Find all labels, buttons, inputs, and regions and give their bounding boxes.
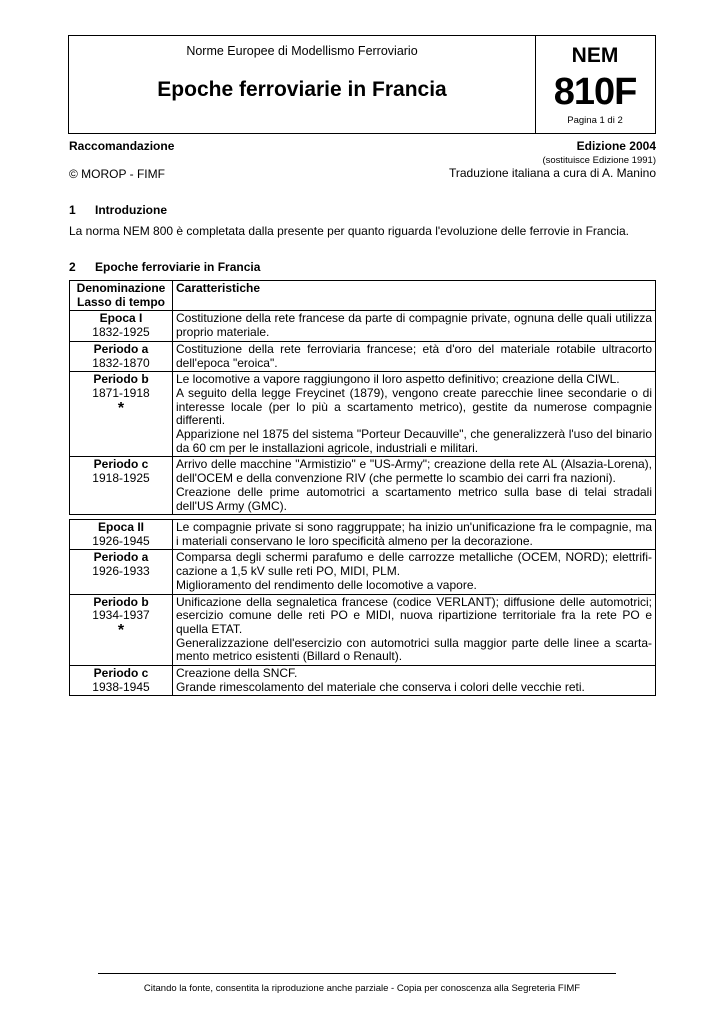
norm-code: 810F [553, 71, 637, 113]
period-years: 1938-1945 [92, 679, 150, 694]
characteristics-cell [173, 666, 656, 696]
period-name: Epoca II [97, 520, 144, 534]
characteristics-text: Apparizione nel 1875 del sistema "Porteur Decauville", che generalizzerà l'uso del binario da 60 cm per le installazioni agricole, industriali e militari. [176, 427, 652, 455]
section-2-title: Epoche ferroviarie in Francia [95, 260, 261, 274]
period-star-mark: * [117, 399, 125, 417]
period-name: Periodo a [93, 550, 149, 565]
period-name: Periodo c [93, 666, 149, 681]
period-name: Periodo b [93, 372, 149, 387]
period-years: 1926-1945 [92, 533, 150, 548]
period-years: 1926-1933 [92, 564, 150, 579]
table-row [70, 550, 656, 594]
document-title: Epoche ferroviarie in Francia [157, 78, 447, 101]
characteristics-text: Le locomotive a vapore raggiungono il loro aspetto definitivo; creazione della CIWL. [176, 372, 620, 387]
characteristics-text: Grande rimescolamento del materiale che conserva i colori delle vecchie reti. [176, 679, 585, 694]
characteristics-text: Costituzione della rete ferroviaria francese; età d'oro del materiale rotabile ultracorto dell'epoca "eroica". [176, 341, 652, 370]
nem-label: NEM [571, 44, 619, 67]
characteristics-cell [173, 520, 656, 550]
footer-text: Citando la fonte, consentita la riproduzione anche parziale - Copia per conoscenza alla Segreteria FIMF [143, 983, 581, 994]
footer-divider [98, 973, 616, 974]
characteristics-cell [173, 594, 656, 666]
header-subtitle: Norme Europee di Modellismo Ferroviario [186, 44, 418, 58]
section-1-text: La norma NEM 800 è completata dalla presente per quanto riguarda l'evoluzione delle ferrovie in Francia. [69, 224, 629, 238]
period-name: Periodo a [93, 341, 149, 356]
table-row [70, 341, 656, 371]
section-1-title: Introduzione [95, 203, 167, 217]
characteristics-text: Creazione delle prime automotrici a scartamento metrico sulla base di telai stradali dell'US Army (GMC). [176, 484, 652, 513]
header-title-box [69, 36, 536, 133]
table-row [70, 457, 656, 515]
characteristics-text: Costituzione della rete francese da parte di compagnie private, ognuna delle quali utilizza proprio materiale. [176, 311, 652, 340]
characteristics-text: Unificazione della segnaletica francese (codice VERLANT); diffusione delle automotrici; esercizio comune delle reti PO e MIDI, nuova ripartizione territoriale fra la rete PO e quella ETAT. [176, 594, 652, 636]
period-cell [70, 594, 173, 666]
characteristics-text: Generalizzazione dell'esercizio con automotrici sulla maggior parte delle linee a scarta-mento metrico esistenti (Billard o Renault). [176, 635, 652, 664]
document-type: Raccomandazione [69, 139, 175, 153]
characteristics-text: Comparsa degli schermi parafumo e delle carrozze metalliche (OCEM, NORD); elettrifi-cazione a 1,5 kV sulle reti PO, MIDI, PLM. [176, 550, 652, 579]
column-header-line-1: Denominazione [76, 281, 166, 295]
table-row [70, 520, 656, 550]
period-cell [70, 457, 173, 515]
epochs-table-2 [69, 519, 656, 696]
table-row [70, 594, 656, 666]
characteristics-cell [173, 457, 656, 515]
characteristics-text: Creazione della SNCF. [176, 666, 298, 681]
copyright: © MOROP - FIMF [69, 167, 165, 181]
characteristics-text: A seguito della legge Freycinet (1879), vengono create parecchie linee secondarie o di interesse locale (per lo più a scartamento metrico), gestite da numerose compagnie differenti. [176, 385, 652, 428]
table-row [70, 666, 656, 696]
table-row [70, 311, 656, 341]
characteristics-text: Le compagnie private si sono raggruppate; ha inizio un'unificazione fra le compagnie, ma i materiali conservano le loro specificità almeno per la decorazione. [176, 520, 652, 548]
period-cell [70, 550, 173, 594]
section-2-number: 2 [69, 260, 76, 274]
period-years: 1832-1870 [92, 355, 150, 370]
characteristics-cell [173, 341, 656, 371]
characteristics-cell [173, 311, 656, 341]
epochs-table-1 [69, 280, 656, 515]
period-name: Epoca I [99, 311, 143, 326]
period-star-mark: * [117, 621, 125, 639]
period-cell [70, 520, 173, 550]
column-header-characteristics: Caratteristiche [173, 281, 656, 311]
characteristics-cell [173, 550, 656, 594]
page-number: Pagina 1 di 2 [567, 115, 623, 126]
period-cell [70, 311, 173, 341]
characteristics-text: Arrivo delle macchine "Armistizio" e "US-Army"; creazione della rete AL (Alsazia-Lorena), dell'OCEM e della convenzione RIV (che permette lo scambio dei carri fra nazioni). [176, 457, 652, 486]
replaces-edition: (sostituisce Edizione 1991) [542, 155, 656, 166]
table-row [70, 372, 656, 457]
period-cell [70, 341, 173, 371]
period-cell [70, 666, 173, 696]
edition: Edizione 2004 [576, 139, 656, 153]
section-1-number: 1 [69, 203, 76, 217]
header-code-box [535, 36, 655, 133]
period-name: Periodo b [93, 594, 149, 609]
period-years: 1934-1937 [92, 608, 150, 623]
characteristics-cell [173, 372, 656, 457]
period-years: 1832-1925 [92, 325, 150, 340]
characteristics-text: Miglioramento del rendimento delle locomotive a vapore. [176, 577, 477, 592]
period-name: Periodo c [93, 457, 149, 472]
column-header-denomination [70, 281, 173, 311]
column-header-line-2: Lasso di tempo [76, 294, 165, 309]
period-cell [70, 372, 173, 457]
translation-credit: Traduzione italiana a cura di A. Manino [448, 166, 656, 180]
table-header-row [70, 281, 656, 311]
period-years: 1871-1918 [92, 385, 150, 400]
period-years: 1918-1925 [92, 471, 150, 486]
document-header [68, 35, 656, 134]
